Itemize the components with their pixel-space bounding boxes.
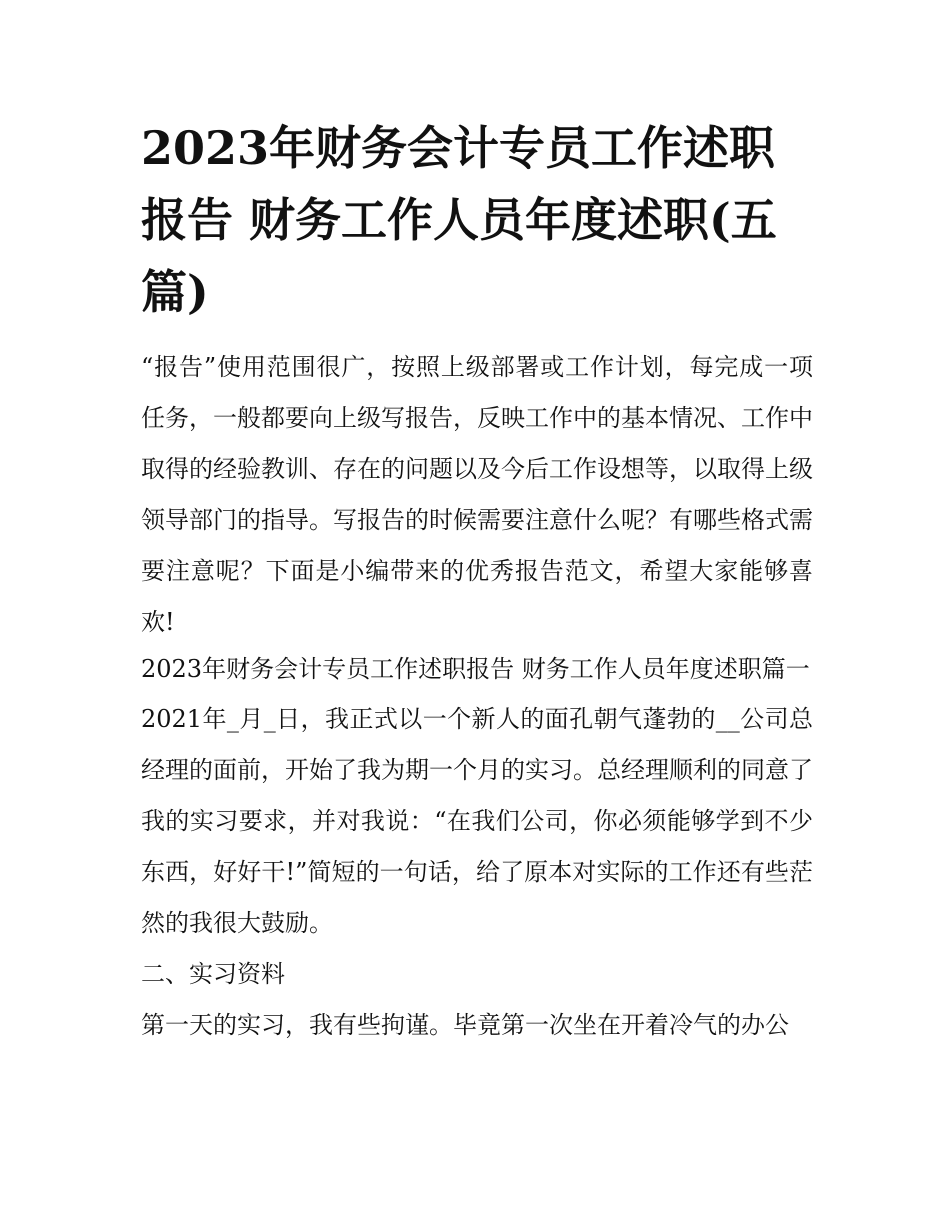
intro-paragraph: “报告”使用范围很广，按照上级部署或工作计划，每完成一项任务，一般都要向上级写报告，反映工作中的基本情况、工作中取得的经验教训、存在的问题以及今后工作设想等，以取得上级领导部门的指导。写报告的时候需要注意什么呢？有哪些格式需要注意呢？下面是小编带来的优秀报告范文，希望大家能够喜欢! bbox=[141, 353, 813, 636]
body-paragraph-2: 第一天的实习，我有些拘谨。毕竟第一次坐在开着冷气的办公 bbox=[141, 1011, 789, 1039]
section-heading-1: 2023年财务会计专员工作述职报告 财务工作人员年度述职篇一 bbox=[141, 655, 810, 683]
document-title: 2023年财务会计专员工作述职报告 财务工作人员年度述职(五篇) bbox=[141, 121, 777, 319]
section-heading-2: 二、实习资料 bbox=[141, 960, 285, 988]
document-page bbox=[141, 112, 813, 1051]
body-paragraph-1: 2021年_月_日，我正式以一个新人的面孔朝气蓬勃的__公司总经理的面前，开始了我为期一个月的实习。总经理顺利的同意了我的实习要求，并对我说：“在我们公司，你必须能够学到不少东西，好好干!”简短的一句话，给了原本对实际的工作还有些茫然的我很大鼓励。 bbox=[141, 705, 813, 937]
